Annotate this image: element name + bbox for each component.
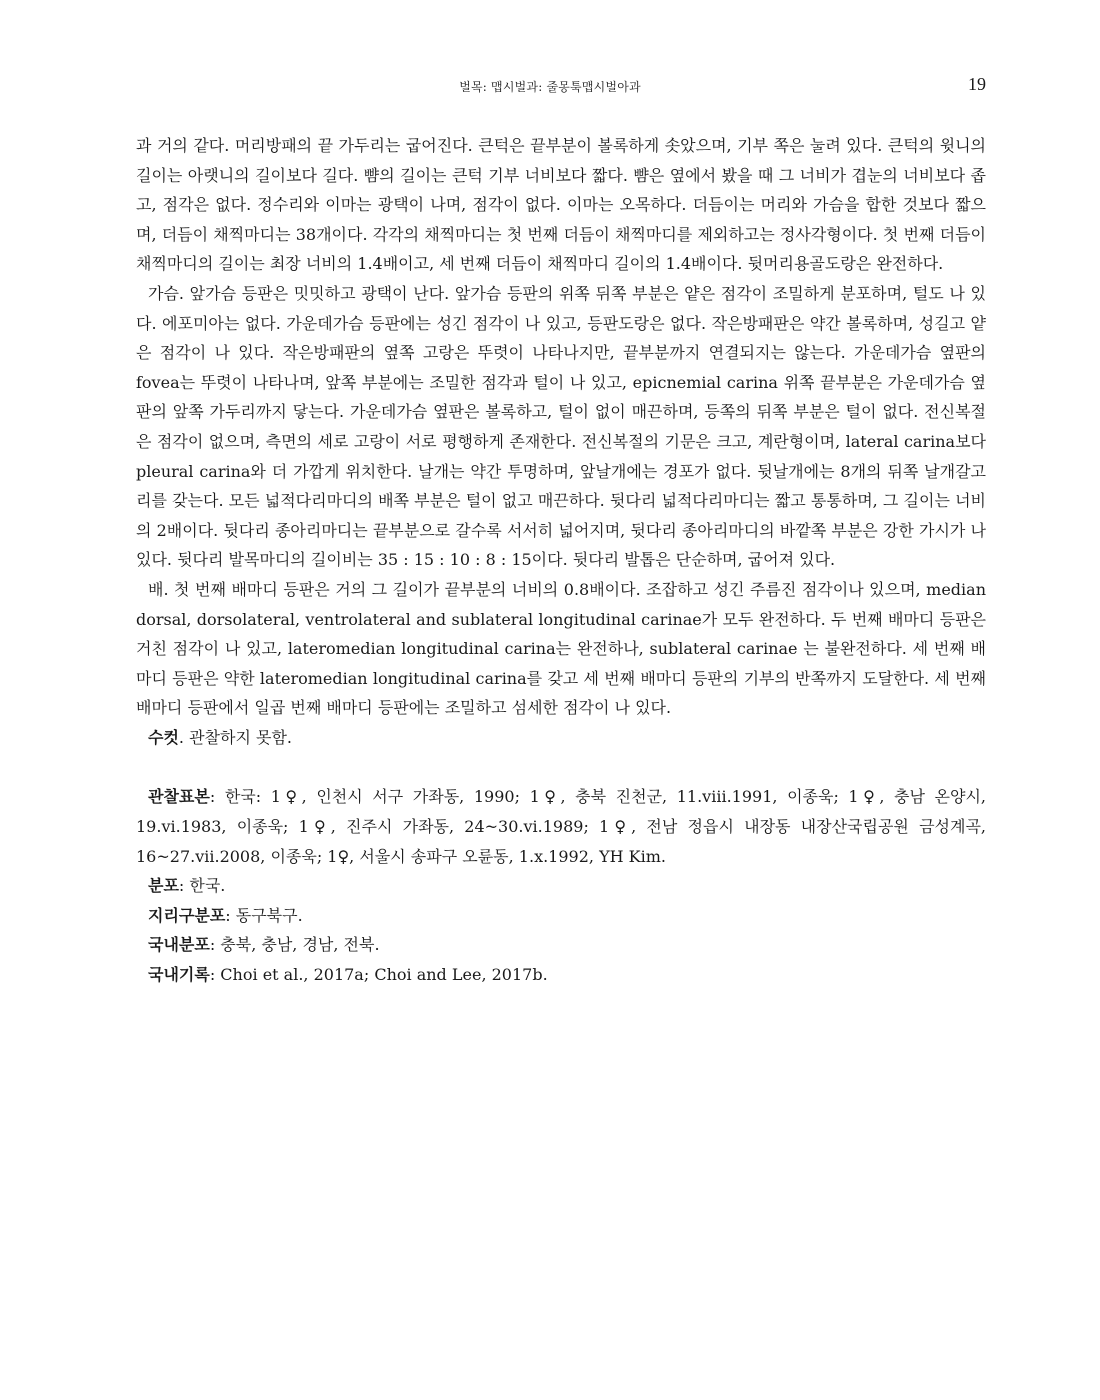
geo-distribution xyxy=(136,901,986,931)
domestic-distribution-label: 국내분포 xyxy=(148,935,210,955)
domestic-records-text: : Choi et al., 2017a; Choi and Lee, 2017b. xyxy=(209,965,548,985)
material-label: 관찰표본 xyxy=(148,787,210,807)
distribution-text: : 한국. xyxy=(178,876,226,896)
section-gap xyxy=(136,752,986,782)
material-examined xyxy=(136,782,986,871)
male-note xyxy=(136,723,986,753)
distribution-label: 분포 xyxy=(148,876,179,896)
geo-distribution-text: : 동구북구. xyxy=(225,905,303,925)
running-title: 벌목: 맵시벌과: 줄몽툭맵시벌아과 xyxy=(459,80,641,94)
page-number: 19 xyxy=(968,74,986,94)
paragraph-head-continued: 과 거의 같다. 머리방패의 끝 가두리는 굽어진다. 큰턱은 끝부분이 볼록하게 솟았으며, 기부 쪽은 눌려 있다. 큰턱의 윗니의 길이는 아랫니의 길이보다 길다. 뺨의 길이는 큰턱 기부 너비보다 짧다. 뺨은 옆에서 봤을 때 그 너비가 겹눈의 너비보다 좁고, 점각은 없다. 정수리와 이마는 광택이 나며, 점각이 없다. 이마는 오목하다. 더듬이는 머리와 가슴을 합한 것보다 짧으며, 더듬이 채찍마디는 38개이다. 각각의 채찍마디는 첫 번째 더듬이 채찍마디를 제외하고는 정사각형이다. 첫 번째 더듬이 채찍마디의 길이는 최장 너비의 1.4배이고, 세 번째 더듬이 채찍마디 길이의 1.4배이다. 뒷머리용골도랑은 완전하다. xyxy=(136,136,986,274)
domestic-distribution xyxy=(136,930,986,960)
geo-distribution-label: 지리구분포 xyxy=(148,905,226,925)
paragraph-thorax: 가슴. 앞가슴 등판은 밋밋하고 광택이 난다. 앞가슴 등판의 위쪽 뒤쪽 부분은 얕은 점각이 조밀하게 분포하며, 털도 나 있다. 에포미아는 없다. 가운데가슴 등판에는 성긴 점각이 나 있고, 등판도랑은 없다. 작은방패판은 약간 볼록하며, 성길고 얕은 점각이 나 있다. 작은방패판의 옆쪽 고랑은 뚜렷이 나타나지만, 끝부분까지 연결되지는 않는다. 가운데가슴 옆판의 fovea는 뚜렷이 나타나며, 앞쪽 부분에는 조밀한 점각과 털이 나 있고, epicnemial carina 위쪽 끝부분은 가운데가슴 옆판의 앞쪽 가두리까지 닿는다. 가운데가슴 옆판은 볼록하고, 털이 없이 매끈하며, 등쪽의 뒤쪽 부분은 털이 없다. 전신복절은 점각이 없으며, 측면의 세로 고랑이 서로 평행하게 존재한다. 전신복절의 기문은 크고, 계란형이며, lateral carina보다 pleural carina와 더 가깝게 위치한다. 날개는 약간 투명하며, 앞날개에는 경포가 없다. 뒷날개에는 8개의 뒤쪽 날개갈고리를 갖는다. 모든 넓적다리마디의 배쪽 부분은 털이 없고 매끈하다. 뒷다리 넓적다리마디는 짧고 통통하며, 그 길이는 너비의 2배이다. 뒷다리 종아리마디는 끝부분으로 갈수록 서서히 넓어지며, 뒷다리 종아리마디의 바깥쪽 부분은 강한 가시가 나 있다. 뒷다리 발목마디의 길이비는 35 : 15 : 10 : 8 : 15이다. 뒷다리 발톱은 단순하며, 굽어져 있다. xyxy=(136,283,986,570)
distribution xyxy=(136,871,986,901)
male-label: 수컷 xyxy=(148,727,179,747)
domestic-distribution-text: : 충북, 충남, 경남, 전북. xyxy=(209,935,380,955)
paragraph-abdomen: 배. 첫 번째 배마디 등판은 거의 그 길이가 끝부분의 너비의 0.8배이다. 조잡하고 성긴 주름진 점각이나 있으며, median dorsal, dorsolateral, ventrolateral and sublateral longitudinal carinae가 모두 완전하다. 두 번째 배마디 등판은 거친 점각이 나 있고, lateromedian longitudinal carina는 완전하나, sublateral carinae 는 불완전하다. 세 번째 배마디 등판은 약한 lateromedian longitudinal carina를 갖고 세 번째 배마디 등판의 기부의 반쪽까지 도달한다. 세 번째 배마디 등판에서 일곱 번째 배마디 등판에는 조밀하고 섬세한 점각이 나 있다. xyxy=(136,579,986,718)
domestic-records xyxy=(136,960,986,990)
domestic-records-label: 국내기록 xyxy=(148,965,210,985)
material-text: : 한국: 1♀, 인천시 서구 가좌동, 1990; 1♀, 충북 진천군, 11.viii.1991, 이종욱; 1♀, 충남 온양시, 19.vi.1983, 이종욱; 1♀, 진주시 가좌동, 24~30.vi.1989; 1♀, 전남 정읍시 내장동 내장산국립공원 금성계곡, 16~27.vii.2008, 이종욱; 1♀, 서울시 송파구 오륜동, 1.x.1992, YH Kim. xyxy=(136,787,986,866)
body-text xyxy=(136,131,986,990)
male-text: . 관찰하지 못함. xyxy=(178,727,293,747)
